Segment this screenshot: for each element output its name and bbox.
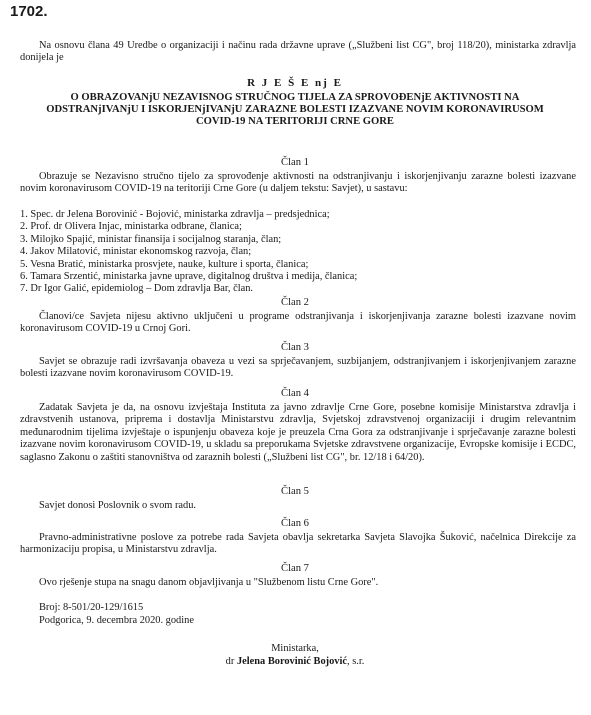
article-3-text: Savjet se obrazuje radi izvršavanja obaveza u vezi sa sprječavanjem, suzbijanjem, odstranjivanjem i iskorjenjivanjem zarazne bolesti izazvane novim koronavirusom COVID-19. <box>20 356 576 380</box>
list-item: 4. Jakov Milatović, ministar ekonomskog razvoja, član; <box>20 246 252 258</box>
list-item: 7. Dr Igor Galić, epidemiolog – Dom zdravlja Bar, član. <box>20 283 254 295</box>
signer-role: Ministarka, <box>271 643 319 654</box>
article-5-heading: Član 5 <box>281 486 309 497</box>
signature-line <box>14 656 576 668</box>
document-number: 1702. <box>10 3 48 20</box>
signer-prefix: dr <box>225 656 235 667</box>
article-1-text: Obrazuje se Nezavisno stručno tijelo za sprovođenje aktivnosti na odstranjivanju i iskorjenjivanju zarazne bolesti izazvane novim koronavirusom COVID-19 na teritoriji Crne Gore (u daljem tekstu: Savjet), u sastavu: <box>20 171 576 195</box>
member-list <box>20 209 576 296</box>
article-4-heading: Član 4 <box>281 388 309 399</box>
article-3-heading: Član 3 <box>281 342 309 353</box>
article-2-text: Članovi/ce Savjeta nijesu aktivno uključeni u programe odstranjivanja i iskorjenjivanja zarazne bolesti izazvane novim koronavirusom COVID-19 u Crnoj Gori. <box>20 311 576 335</box>
article-4-text: Zadatak Savjeta je da, na osnovu izvještaja Instituta za javno zdravlje Crne Gore, posebne komisije Ministarstva zdravlja i zdravstvenih ustanova, pripremа i dostavlja Ministarstvu zdravlja, Svjetskoj zdravstvenoj organizaciji i drugim relevantnim međunarodnim tijelima izvještaje o ispunjenju obaveza koje je preuzela Crna Gora za odstranjivanje i sprječavanje zarazne bolesti izazvane novim koronavirusom COVID-19, u skladu sa preporukama Svjetske zdravstvene organizacije, Evropske komisije i ECDC, saglasno Zakonu o zaštiti stanovništva od zaraznih bolesti („Službeni list CG", br. 12/18 i 64/20). <box>20 402 576 463</box>
document-title: R J E Š E nj E <box>247 77 343 89</box>
article-6-text: Pravno-administrativne poslove za potrebe rada Savjeta obavlja sekretarka Savjeta Slavojka Šuković, načelnica Direkcije za harmonizaciju propisa, u Ministarstvu zdravlja. <box>20 532 576 556</box>
article-7-heading: Član 7 <box>281 563 309 574</box>
list-item: 2. Prof. dr Olivera Injac, ministarka odbrane, članica; <box>20 221 242 233</box>
article-7-text: Ovo rješenje stupa na snagu danom objavljivanja u "Službenom listu Crne Gore". <box>39 577 379 588</box>
article-2-heading: Član 2 <box>281 297 309 308</box>
list-item: 5. Vesna Bratić, ministarka prosvjete, nauke, kulture i sporta, članica; <box>20 258 309 270</box>
article-6-heading: Član 6 <box>281 518 309 529</box>
reference-number: Broj: 8-501/20-129/1615 <box>39 602 144 613</box>
article-5-text: Savjet donosi Poslovnik o svom radu. <box>39 500 197 511</box>
document-subject: O OBRAZOVANjU NEZAVISNOG STRUČNOG TIJELA ZA SPROVOĐENjE AKTIVNOSTI NA ODSTRANjIVANjU I ISKORJENjIVANjU ZARAZNE BOLESTI IZAZVANE NOVIM KORONAVIRUSOM COVID-19 NA TERITORIJI CRNE GORE <box>46 92 544 128</box>
list-item: 3. Milojko Spajić, ministar finansija i socijalnog staranja, član; <box>20 233 282 245</box>
signer-name: Jelena Borovinić Bojović <box>236 656 347 667</box>
preamble: Na osnovu člana 49 Uredbe o organizaciji i načinu rada državne uprave („Službeni list CG", broj 118/20), ministarka zdravlja donijela je <box>20 40 576 64</box>
article-1-heading: Član 1 <box>281 157 309 168</box>
list-item: 6. Tamara Srzentić, ministarka javne uprave, digitalnog društva i medija, članica; <box>20 271 358 283</box>
place-date: Podgorica, 9. decembra 2020. godine <box>39 615 194 626</box>
signer-suffix: , s.r. <box>347 656 365 667</box>
list-item: 1. Spec. dr Jelena Borovinić - Bojović, ministarka zdravlja – predsjednica; <box>20 209 330 220</box>
